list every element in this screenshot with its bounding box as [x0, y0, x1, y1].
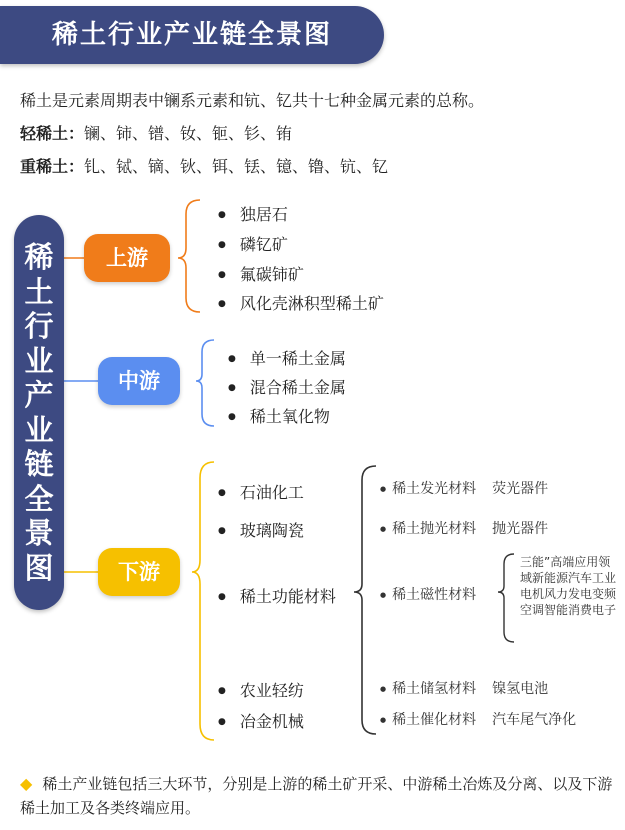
downstream-box: 下游 [98, 548, 180, 596]
downstream-item: ● 农业轻纺 [218, 678, 304, 701]
downstream-item: ● 冶金机械 [218, 709, 304, 732]
downstream-item: ● 石油化工 [218, 480, 304, 503]
heavy-rare-earth-list: 钆、铽、镝、钬、铒、铥、镱、镥、钪、钇 [84, 157, 389, 176]
magnetic-apps-brace [498, 554, 514, 642]
midstream-box: 中游 [98, 357, 180, 405]
upstream-item: ● 氟碳铈矿 [218, 262, 304, 285]
rare-earth-definition: 稀土是元素周期表中镧系元素和钪、钇共十七种金属元素的总称。 [20, 91, 485, 110]
functional-material-row: ● 稀土催化材料 汽车尾气净化 [380, 712, 577, 728]
midstream-item: ● 稀土氧化物 [228, 404, 330, 427]
magnetic-material-applications: 三能”高端应用领域新能源汽车工业电机风力发电变频空调智能消费电子 [520, 555, 617, 617]
vertical-title: 稀 土 行 业 产 业 链 全 景 图 [14, 215, 64, 610]
upstream-item: ● 风化壳淋积型稀土矿 [218, 291, 384, 314]
light-rare-earth-label: 轻稀土： [20, 124, 85, 143]
functional-material-row: ● 稀土储氢材料 镍氢电池 [380, 681, 549, 697]
functional-materials-brace [354, 466, 376, 734]
light-rare-earth-list: 镧、铈、镨、钕、钷、钐、铕 [84, 124, 293, 143]
page-title: 稀土行业产业链全景图 [0, 6, 384, 64]
midstream-item: ● 单一稀土金属 [228, 346, 346, 369]
diamond-icon: ◆ [20, 774, 33, 793]
upstream-item: ● 磷钇矿 [218, 232, 288, 255]
heavy-rare-earth-label: 重稀土： [20, 157, 85, 176]
midstream-item: ● 混合稀土金属 [228, 375, 346, 398]
footer-summary [20, 772, 615, 820]
functional-material-row: ● 稀土抛光材料 抛光器件 [380, 521, 549, 537]
upstream-brace [178, 200, 200, 312]
functional-material-row: ● 稀土磁性材料 [380, 587, 477, 603]
functional-material-row: ● 稀土发光材料 荧光器件 [380, 481, 549, 497]
downstream-brace [192, 462, 214, 740]
downstream-item: ● 稀土功能材料 [218, 584, 336, 607]
downstream-item: ● 玻璃陶瓷 [218, 518, 304, 541]
footer-text: 稀土产业链包括三大环节，分别是上游的稀土矿开采、中游稀土冶炼及分离、以及下游稀土加工及各类终端应用。 [20, 775, 613, 817]
midstream-brace [196, 340, 214, 426]
upstream-box: 上游 [84, 234, 170, 282]
upstream-item: ● 独居石 [218, 202, 288, 225]
